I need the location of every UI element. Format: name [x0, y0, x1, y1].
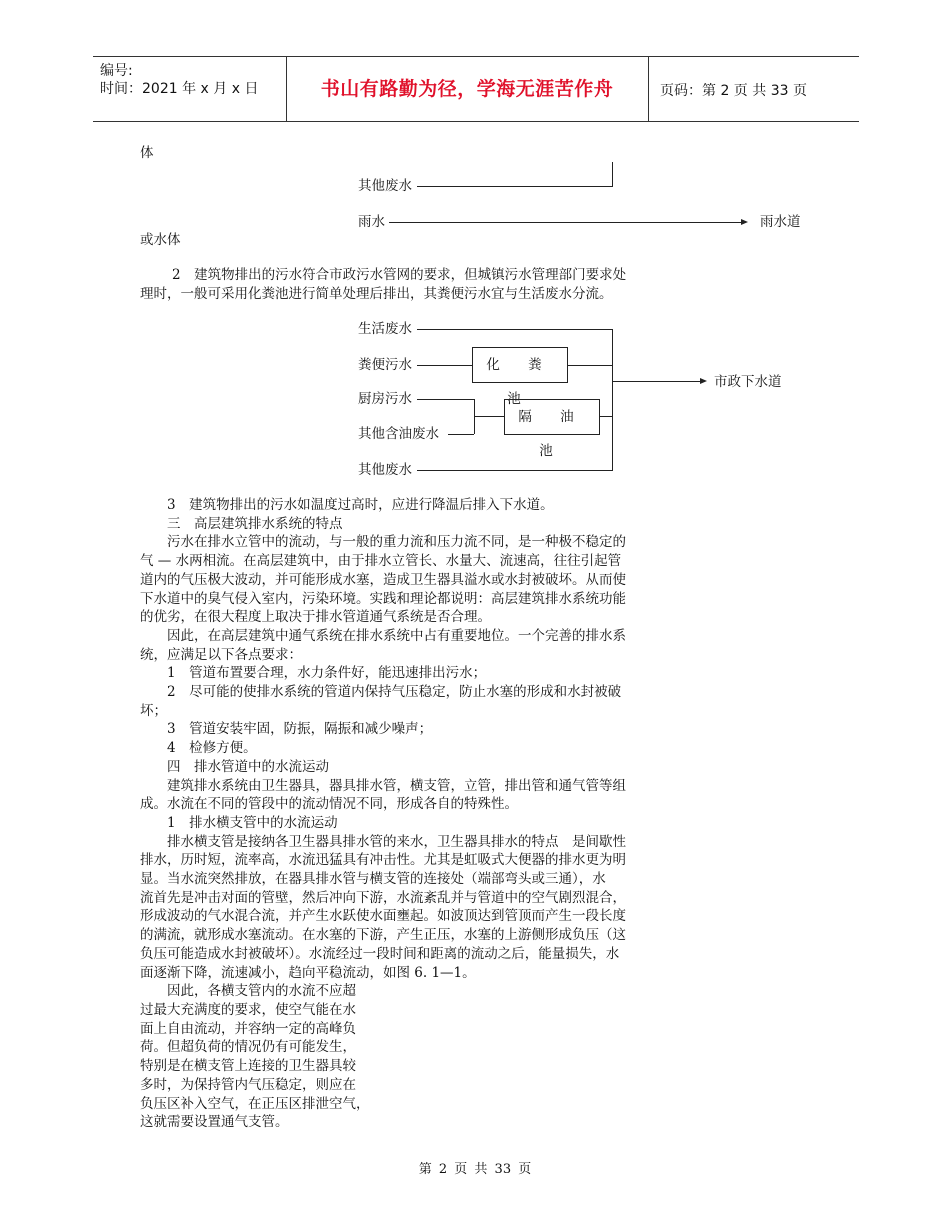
body-line: 3 管道安装牢固，防振，隔振和减少噪声； — [140, 721, 433, 738]
diagram2-outlet-arrow — [700, 378, 707, 384]
body-line: 成。水流在不同的管段中的流动情况不同，形成各自的特殊性。 — [140, 796, 518, 813]
diagram2-grease-out-line — [599, 416, 613, 417]
body-line: 的满流，就形成水塞流动。在水塞的下游，产生正压，水塞的上游侧形成负压（这 — [140, 927, 626, 944]
header-number-label: 编号: — [100, 63, 133, 79]
diagram1-other-waste-label: 其他废水 — [358, 178, 412, 194]
body-line: 坏； — [140, 702, 167, 719]
diagram2-other-label: 其他废水 — [358, 462, 412, 478]
body-line: 面逐渐下降，流速减小，趋向平稳流动，如图 6. 1—1。 — [140, 964, 476, 981]
body-line: 因此，各横支管内的水流不应超 — [140, 983, 356, 1000]
diagram2-fecal-line — [417, 365, 472, 366]
diagram1-bottom-text: 或水体 — [140, 232, 181, 248]
body-line: 荷。但超负荷的情况仍有可能发生， — [140, 1039, 356, 1056]
diagram2-kitchen-label: 厨房污水 — [358, 391, 412, 407]
body-line: 负压区补入空气，在正压区排泄空气， — [140, 1095, 370, 1112]
header-top-rule — [93, 56, 859, 57]
diagram1-rain-arrow — [741, 219, 748, 225]
body-line: 4 检修方便。 — [140, 740, 257, 757]
body-line: 流首先是冲击对面的管壁，然后冲向下游，水流紊乱并与管道中的空气剧烈混合， — [140, 889, 626, 906]
body-line: 道内的气压极大波动，并可能形成水塞，造成卫生器具溢水或水封被破坏。从而使 — [140, 571, 626, 588]
paragraph-2 — [140, 266, 626, 303]
body-line: 的优劣，在很大程度上取决于排水管道通气系统是否合理。 — [140, 609, 491, 626]
diagram2-outlet-line — [612, 381, 700, 382]
body-line: 建筑排水系统由卫生器具，器具排水管，横支管，立管，排出管和通气管等组 — [140, 777, 626, 794]
body-line: 下水道中的臭气侵入室内，污染环境。实践和理论都说明：高层建筑排水系统功能 — [140, 590, 626, 607]
grease-trap-box: 隔 油 池 — [504, 399, 600, 435]
body-line: 污水在排水立管中的流动，与一般的重力流和压力流不同，是一种极不稳定的 — [140, 534, 626, 551]
diagram2-grease-in-line — [474, 416, 504, 417]
diagram2-fecal-label: 粪便污水 — [358, 357, 412, 373]
body-line: 3 建筑物排出的污水如温度过高时，应进行降温后排入下水道。 — [140, 497, 554, 513]
body-line: 排水，历时短，流率高，水流迅猛具有冲击性。尤其是虹吸式大便器的排水更为明 — [140, 852, 626, 869]
section-heading-3: 三 高层建筑排水系统的特点 — [140, 515, 343, 532]
header-divider-right — [648, 56, 649, 121]
diagram1-connector-vertical — [612, 162, 613, 186]
header-page-label: 页码：第 2 页 共 33 页 — [660, 83, 807, 99]
body-line: 排水横支管是接纳各卫生器具排水管的来水，卫生器具排水的特点 是间歇性 — [140, 833, 626, 850]
body-line: 这就需要设置通气支管。 — [140, 1114, 289, 1131]
body-line: 统，应满足以下各点要求： — [140, 646, 302, 663]
body-line: 形成波动的气水混合流，并产生水跃使水面壅起。如波顶达到管顶而产生一段长度 — [140, 908, 626, 925]
body-line: 多时，为保持管内气压稳定，则应在 — [140, 1076, 356, 1093]
diagram1-top-text: 体 — [140, 145, 154, 161]
body-line: 特别是在横支管上连接的卫生器具较 — [140, 1058, 356, 1075]
page-footer: 第 2 页 共 33 页 — [418, 1162, 532, 1177]
body-line: 面上自由流动，并容纳一定的高峰负 — [140, 1020, 356, 1037]
body-line: 过最大充满度的要求，使空气能在水 — [140, 1001, 356, 1018]
diagram2-domestic-label: 生活废水 — [358, 321, 412, 337]
body-line: 因此，在高层建筑中通气系统在排水系统中占有重要地位。一个完善的排水系 — [140, 627, 626, 644]
section-heading-4: 四 排水管道中的水流运动 — [140, 758, 329, 775]
body-text — [140, 496, 626, 1132]
diagram2-collector-vertical — [612, 329, 613, 470]
header-time-label: 时间：2021 年 x 月 x 日 — [100, 81, 259, 97]
body-line: 2 尽可能的使排水系统的管道内保持气压稳定，防止水塞的形成和水封被破 — [140, 684, 622, 701]
body-line: 显。当水流突然排放，在器具排水管与横支管的连接处（端部弯头或三通），水 — [140, 871, 606, 888]
diagram2-destination-label: 市政下水道 — [714, 374, 782, 390]
diagram2-kitchen-line — [417, 399, 474, 400]
diagram1-rain-line — [389, 222, 741, 223]
header-bottom-rule — [93, 121, 859, 122]
body-line: 负压可能造成水封被破坏）。水流经过一段时间和距离的流动之后，能量损失，水 — [140, 945, 620, 962]
header-motto: 书山有路勤为径，学海无涯苦作舟 — [320, 78, 614, 100]
diagram2-oily-line — [448, 434, 474, 435]
diagram2-other-line — [417, 470, 613, 471]
diagram2-oily-label: 其他含油废水 — [358, 426, 439, 442]
diagram1-rain-label: 雨水 — [358, 214, 385, 230]
subsection-heading-1: 1 排水横支管中的水流运动 — [140, 814, 338, 831]
septic-tank-box: 化 粪 池 — [472, 347, 568, 383]
paragraph-2-line-2: 理时，一般可采用化粪池进行简单处理后排出，其粪便污水宜与生活废水分流。 — [140, 285, 613, 302]
diagram1-other-waste-line — [417, 186, 613, 187]
body-line: 1 管道布置要合理，水力条件好，能迅速排出污水； — [140, 665, 487, 682]
diagram2-septic-out-line — [567, 365, 613, 366]
body-line: 气 — 水两相流。在高层建筑中，由于排水立管长、水量大、流速高，往往引起管 — [140, 553, 622, 570]
diagram1-rain-dest-label: 雨水道 — [760, 214, 801, 230]
diagram2-domestic-line — [417, 329, 613, 330]
paragraph-2-line-1: 2 建筑物排出的污水符合市政污水管网的要求，但城镇污水管理部门要求处 — [172, 267, 627, 283]
